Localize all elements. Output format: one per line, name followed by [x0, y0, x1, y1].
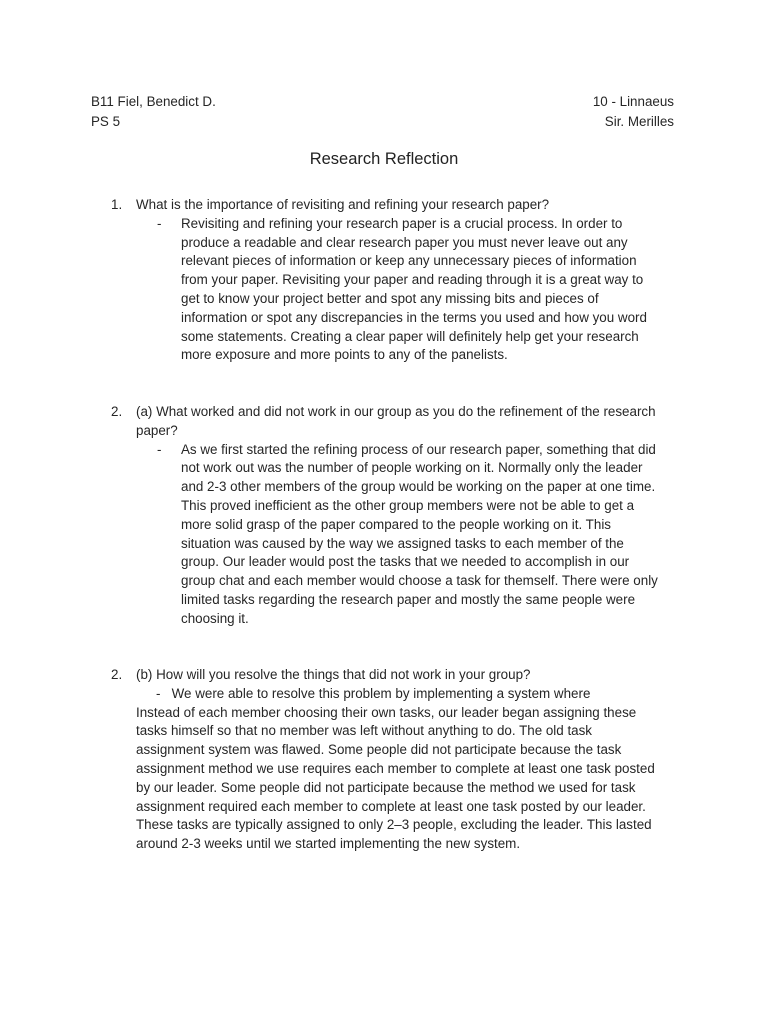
answer-line: around 2-3 weeks until we started implementing the new system. — [136, 836, 521, 852]
page-title: Research Reflection — [309, 150, 459, 168]
answer-line: These tasks are typically assigned to only 2–3 people, excluding the leader. This lasted — [136, 817, 652, 833]
question-number: 2. — [111, 404, 123, 419]
answer-line: information or spot any discrepancies in the terms you used and how you word — [181, 309, 647, 325]
answer-line: assignment method we use requires each member to complete at least one task posted — [136, 760, 655, 776]
answer-block — [157, 441, 676, 629]
answer-block — [157, 215, 676, 365]
answer-line: assignment required each member to complete at least one task posted by our leader. — [136, 798, 646, 814]
answer-first-line — [156, 685, 676, 704]
student-code: PS 5 — [91, 113, 121, 129]
answer-line: Instead of each member choosing their own tasks, our leader began assigning these — [136, 704, 637, 720]
teacher-name: Sir. Merilles — [604, 113, 674, 129]
answer-line: by our leader. Some people did not participate because the method we used for task — [136, 779, 636, 795]
section-name: 10 - Linnaeus — [592, 94, 674, 109]
question-item-2b — [111, 666, 676, 854]
answer-line: Revisiting and refining your research paper is a crucial process. In order to — [181, 215, 623, 231]
answer-dash: - — [157, 215, 162, 231]
answer-line: group. Our leader would post the tasks that we needed to accomplish in our — [181, 554, 630, 570]
question-line: paper? — [136, 422, 178, 438]
question-item-1 — [111, 196, 676, 365]
question-line: (b) How will you resolve the things that did not work in your group? — [136, 667, 531, 682]
question-line: (a) What worked and did not work in our group as you do the refinement of the research — [136, 404, 656, 419]
answer-dash: - — [157, 441, 162, 457]
answer-line: We were able to resolve this problem by implementing a system where — [171, 685, 591, 701]
answer-line: choosing it. — [181, 610, 249, 626]
answer-line: tasks himself so that no member was left without anything to do. The old task — [136, 723, 593, 739]
answer-line: more solid grasp of the paper compared to the people working on it. This — [181, 516, 611, 532]
answer-line: produce a readable and clear research paper you must never leave out any — [181, 234, 628, 250]
answer-text — [136, 704, 676, 854]
question-line: What is the importance of revisiting and refining your research paper? — [136, 197, 550, 212]
question-item-2a — [111, 403, 676, 629]
answer-line: not work out was the number of people working on it. Normally only the leader — [181, 460, 643, 476]
answer-line: This proved inefficient as the other group members were not be able to get a — [181, 497, 635, 513]
question-text — [136, 666, 676, 685]
answer-line: As we first started the refining process of our research paper, something that did — [181, 441, 656, 457]
question-number: 2. — [111, 667, 123, 682]
answer-dash: - — [156, 685, 161, 701]
answer-line: from your paper. Revisiting your paper and reading through it is a great way to — [181, 272, 644, 288]
answer-line: situation was caused by the way we assigned tasks to each member of the — [181, 535, 624, 551]
answer-line: assignment system was flawed. Some people did not participate because the task — [136, 742, 622, 758]
header-left — [91, 92, 216, 131]
question-text — [136, 196, 676, 215]
answer-line: more exposure and more points to any of the panelists. — [181, 347, 508, 363]
question-text — [136, 403, 676, 441]
header-right — [593, 92, 674, 131]
answer-line: limited tasks regarding the research paper and mostly the same people were — [181, 591, 636, 607]
question-number: 1. — [111, 197, 123, 212]
answer-text — [181, 215, 676, 365]
answer-line: relevant pieces of information or keep any unnecessary pieces of information — [181, 253, 637, 269]
answer-line: and 2-3 other members of the group would be working on the paper at one time. — [181, 479, 656, 495]
answer-line: group chat and each member would choose a task for themself. There were only — [181, 573, 658, 589]
answer-line: get to know your project better and spot any missing bits and pieces of — [181, 290, 599, 306]
answer-text — [181, 441, 676, 629]
answer-line: some statements. Creating a clear paper will definitely help get your research — [181, 328, 639, 344]
student-name: B11 Fiel, Benedict D. — [91, 94, 216, 109]
